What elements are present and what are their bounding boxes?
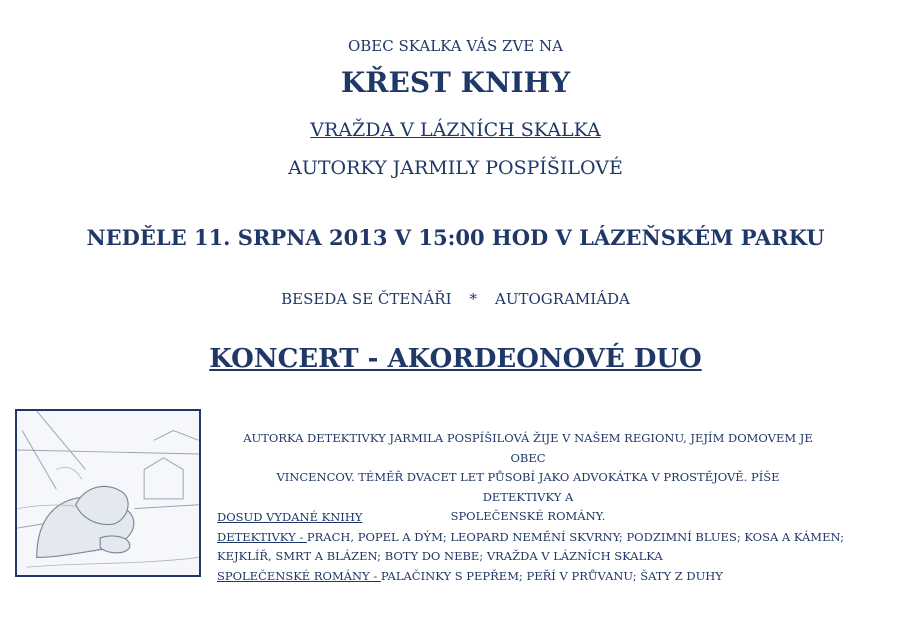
activity-discussion: BESEDA SE ČTENÁŘI bbox=[281, 290, 452, 308]
activities-line bbox=[0, 290, 911, 308]
detective-books-line bbox=[217, 528, 844, 548]
bio-line: SPOLEČENSKÉ ROMÁNY. bbox=[450, 509, 606, 523]
event-title: KŘEST KNIHY bbox=[340, 66, 571, 99]
activity-separator: * bbox=[469, 290, 478, 308]
bio-line: AUTORKA DETEKTIVKY JARMILA POSPÍŠILOVÁ ŽIJE V NAŠEM REGIONU, JEJÍM DOMOVEM JE OBEC bbox=[243, 431, 813, 465]
bio-line: VINCENCOV. TÉMĚŘ DVACET LET PŮSOBÍ JAKO ADVOKÁTKA V PROSTĚJOVĚ. PÍŠE DETEKTIVKY A bbox=[276, 470, 780, 504]
book-title: VRAŽDA V LÁZNÍCH SKALKA bbox=[310, 119, 601, 141]
social-books-line bbox=[217, 567, 837, 587]
social-list: PALAČINKY S PEPŘEM; PEŘÍ V PRŮVANU; ŠATY Z DUHY bbox=[380, 568, 723, 583]
author-photo bbox=[15, 409, 201, 577]
author-line: AUTORKY JARMILY POSPÍŠILOVÉ bbox=[288, 157, 623, 179]
detective-books-line-2: KEJKLÍŘ, SMRT A BLÁZEN; BOTY DO NEBE; VRAŽDA V LÁZNÍCH SKALKA bbox=[217, 549, 663, 563]
date-line: NEDĚLE 11. SRPNA 2013 V 15:00 HOD V LÁZEŇSKÉM PARKU bbox=[86, 225, 825, 250]
concert-heading: KONCERT - AKORDEONOVÉ DUO bbox=[209, 344, 702, 374]
detective-list: PRACH, POPEL A DÝM; LEOPARD NEMĚNÍ SKVRNY; PODZIMNÍ BLUES; KOSA A KÁMEN; bbox=[306, 529, 844, 544]
books-heading: DOSUD VYDANÉ KNIHY bbox=[217, 510, 363, 524]
activity-autographs: AUTOGRAMIÁDA bbox=[495, 290, 630, 308]
social-label: SPOLEČENSKÉ ROMÁNY - bbox=[217, 568, 381, 583]
author-photo-sketch bbox=[17, 411, 199, 575]
detective-label: DETEKTIVKY - bbox=[217, 529, 307, 544]
published-books bbox=[217, 508, 844, 586]
invite-line: OBEC SKALKA VÁS ZVE NA bbox=[347, 37, 563, 55]
